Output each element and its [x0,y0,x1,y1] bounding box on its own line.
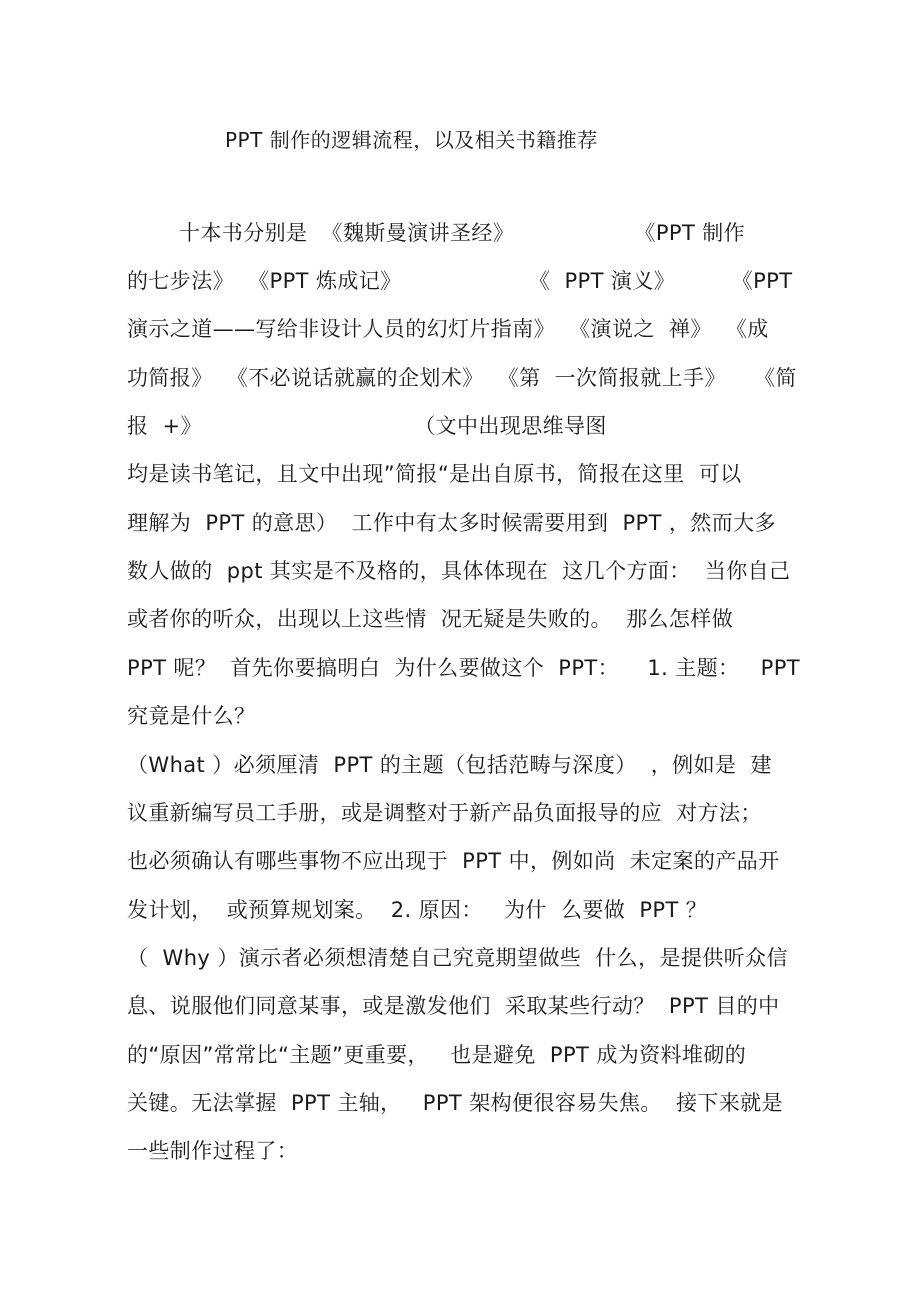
paragraph-line: 一些制作过程了： [127,1139,299,1163]
paragraph-line: （ Why ）演示者必须想清楚自己究竟期望做些 什么，是提供听众信 [127,946,788,970]
paragraph-line: 息、说服他们同意某事，或是激发他们 采取某些行动？ PPT 目的中 [127,994,780,1018]
paragraph-line: 或者你的听众，出现以上这些情 况无疑是失败的。 那么怎样做 [127,607,734,631]
paragraph-line: 报 +》 （文中出现思维导图 [127,414,607,438]
paragraph-line: 关键。无法掌握 PPT 主轴， PPT 架构便很容易失焦。 接下来就是 [127,1091,783,1115]
paragraph-line: 议重新编写员工手册，或是调整对于新产品负面报导的应 对方法； [127,801,762,825]
paragraph-line: （What ）必须厘清 PPT 的主题（包括范畴与深度） ，例如是 建 [127,753,772,777]
paragraph-line: 十本书分别是 《魏斯曼演讲圣经》 《PPT 制作 [179,221,746,245]
paragraph-line: 发计划， 或预算规划案。 2. 原因： 为什 么要做 PPT ？ [127,898,708,922]
paragraph-line: 的“原因”常常比“主题”更重要， 也是避免 PPT 成为资料堆砌的 [127,1043,747,1067]
paragraph-line: 功简报》 《不必说话就赢的企划术》 《第 一次简报就上手》 《简 [127,366,797,390]
paragraph-line: 均是读书笔记，且文中出现”简报“是出自原书，简报在这里 可以 [127,462,742,486]
paragraph-line: 演示之道——写给非设计人员的幻灯片指南》 《演说之 禅》 《成 [127,317,769,341]
document-title: PPT 制作的逻辑流程，以及相关书籍推荐 [225,128,598,152]
paragraph-line: 理解为 PPT 的意思） 工作中有太多时候需要用到 PPT ，然而大多 [127,511,776,535]
paragraph-line: 数人做的 ppt 其实是不及格的，具体体现在 这几个方面： 当你自己 [127,559,791,583]
paragraph-line: PPT 呢？ 首先你要搞明白 为什么要做这个 PPT： 1. 主题： PPT [127,656,801,680]
paragraph-line: 也必须确认有哪些事物不应出现于 PPT 中，例如尚 未定案的产品开 [127,849,780,873]
paragraph-line: 究竟是什么？ [127,704,256,728]
paragraph-line: 的七步法》 《PPT 炼成记》 《 PPT 演义》 《PPT [127,269,793,293]
